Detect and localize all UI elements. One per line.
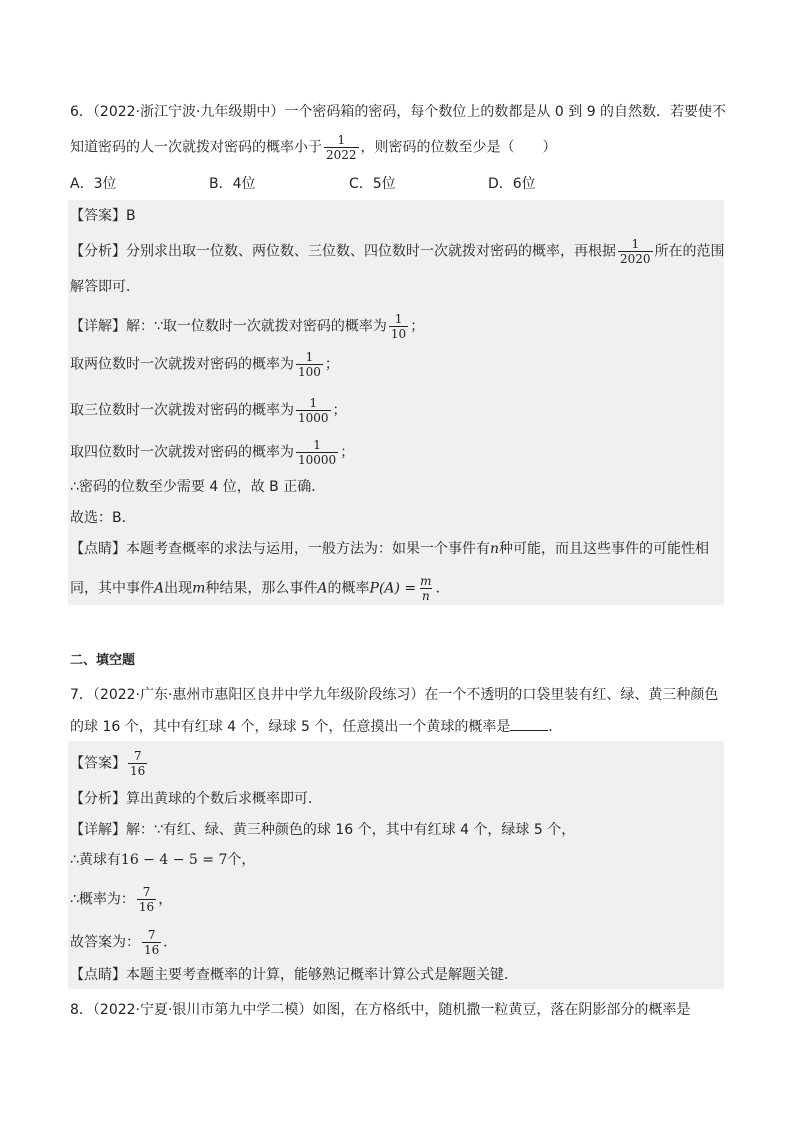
q6-detail1-text-a: 【详解】解：∵取一位数时一次就拨对密码的概率为 xyxy=(70,318,387,335)
q6-comment2-text-d: 的概率 xyxy=(327,580,370,597)
q6-comment-line1 xyxy=(70,539,709,559)
fraction-denominator: 2022 xyxy=(326,148,357,162)
fraction-numerator: m xyxy=(420,574,432,588)
q7-analysis: 【分析】算出黄球的个数后求概率即可． xyxy=(70,791,322,807)
q7-stem-line1: 7．（2022·广东·惠州市惠阳区良井中学九年级阶段练习）在一个不透明的口袋里装有红、绿、黄三种颜色 xyxy=(70,687,719,703)
answer-blank xyxy=(510,716,548,731)
q7-detail4-text-a: 故答案为： xyxy=(70,934,140,951)
q6-conclusion: ∴密码的位数至少需要 4 位，故 B 正确． xyxy=(70,479,326,495)
q6-comment1-var-n: n xyxy=(490,541,500,557)
fraction-denominator: 10 xyxy=(390,327,407,341)
q6-stem-text-a: 知道密码的人一次就拨对密码的概率小于 xyxy=(70,139,322,156)
q7-detail2-expression: 16 − 4 − 5 = 7 xyxy=(120,852,228,868)
q6-detail-line1 xyxy=(70,312,424,341)
q6-detail-line2 xyxy=(70,350,339,379)
q7-stem-text-a: 的球 16 个，其中有红球 4 个，绿球 5 个，任意摸出一个黄球的概率是 xyxy=(70,719,511,735)
q6-detail4-text-a: 取四位数时一次就拨对密码的概率为 xyxy=(70,444,294,461)
q6-comment2-fraction xyxy=(418,574,433,603)
q6-detail4-fraction xyxy=(296,438,338,467)
q7-stem-text-b: ． xyxy=(548,719,563,735)
q7-detail-line1: 【详解】解：∵有红、绿、黄三种颜色的球 16 个，其中有红球 4 个，绿球 5 个， xyxy=(70,822,576,838)
fraction-numerator: 7 xyxy=(133,749,142,763)
q6-options xyxy=(70,174,670,194)
q6-detail-line3 xyxy=(70,396,347,425)
q7-detail2-text-b: 个， xyxy=(227,852,256,868)
q6-comment-line2 xyxy=(70,574,450,603)
q6-stem-text-b: ，则密码的位数至少是（ ） xyxy=(360,139,557,156)
q6-analysis-fraction xyxy=(618,237,653,266)
fraction-denominator: n xyxy=(422,589,430,603)
fraction-numerator: 1 xyxy=(305,350,314,364)
q6-answer: 【答案】B xyxy=(70,208,136,224)
q6-analysis-line1 xyxy=(70,237,725,266)
q7-detail3-fraction xyxy=(137,885,156,914)
q6-comment2-prob-expr: P(A) = xyxy=(369,580,417,597)
q7-detail-line4 xyxy=(70,928,177,957)
fraction-denominator: 10000 xyxy=(298,453,337,467)
q6-option-a: A．3位 xyxy=(70,176,117,192)
q6-option-b: B．4位 xyxy=(209,176,256,192)
q7-stem-line2 xyxy=(70,716,562,737)
fraction-denominator: 16 xyxy=(138,900,155,914)
q6-analysis-text-b: 所在的范围 xyxy=(654,243,725,260)
q6-comment1-text-a: 【点睛】本题考查概率的求法与运用，一般方法为：如果一个事件有 xyxy=(70,541,490,557)
q7-detail3-text-a: ∴概率为： xyxy=(70,891,135,908)
q6-comment2-text-c: 种结果，那么事件 xyxy=(205,580,318,597)
q6-option-d: D．6位 xyxy=(488,176,536,192)
q6-detail2-fraction xyxy=(296,350,323,379)
fraction-denominator: 1000 xyxy=(298,411,329,425)
q7-answer xyxy=(70,749,149,778)
q8-stem-line1: 8．（2022·宁夏·银川市第九中学二模）如图，在方格纸中，随机撒一粒黄豆，落在阴影部分的概率是 xyxy=(70,1002,691,1018)
q6-detail2-text-b: ； xyxy=(324,356,339,373)
q7-detail-line2 xyxy=(70,850,255,870)
fraction-numerator: 7 xyxy=(142,885,151,899)
fraction-numerator: 1 xyxy=(337,133,346,147)
fraction-denominator: 16 xyxy=(144,943,160,957)
q6-analysis-text-a: 【分析】分别求出取一位数、两位数、三位数、四位数时一次就拨对密码的概率，再根据 xyxy=(70,243,616,260)
q7-comment: 【点睛】本题主要考查概率的计算，能够熟记概率计算公式是解题关键． xyxy=(70,967,518,983)
q6-comment2-var-A: A xyxy=(154,580,165,597)
q6-option-c: C．5位 xyxy=(349,176,396,192)
q6-detail3-fraction xyxy=(296,396,331,425)
section-heading: 二、填空题 xyxy=(70,653,136,668)
q6-comment2-text-a: 同，其中事件 xyxy=(70,580,154,597)
q6-comment2-var-A2: A xyxy=(317,580,328,597)
q6-detail1-text-b: ； xyxy=(410,318,425,335)
q6-comment2-text-b: 出现 xyxy=(164,580,193,597)
q6-comment2-text-e: ． xyxy=(435,580,450,597)
q6-detail3-text-a: 取三位数时一次就拨对密码的概率为 xyxy=(70,402,294,419)
q6-analysis-line2: 解答即可． xyxy=(70,279,140,295)
q6-comment2-var-m: m xyxy=(192,580,206,597)
q7-detail-line3 xyxy=(70,885,172,914)
q6-detail1-fraction xyxy=(389,312,408,341)
q7-detail4-text-b: ． xyxy=(163,934,178,951)
fraction-denominator: 100 xyxy=(298,365,321,379)
q6-comment1-text-b: 种可能，而且这些事件的可能性相 xyxy=(499,541,710,557)
q7-detail3-text-b: ， xyxy=(158,891,173,908)
q7-detail2-text-a: ∴黄球有 xyxy=(70,852,121,868)
q6-detail-line4 xyxy=(70,438,354,467)
q6-detail2-text-a: 取两位数时一次就拨对密码的概率为 xyxy=(70,356,294,373)
q7-detail4-fraction xyxy=(142,928,161,957)
fraction-numerator: 1 xyxy=(309,396,318,410)
fraction-denominator: 2020 xyxy=(620,252,651,266)
q6-stem-line1: 6．（2022·浙江宁波·九年级期中）一个密码箱的密码，每个数位上的数都是从 0 到 9 的自然数．若要使不 xyxy=(70,104,727,120)
fraction-numerator: 7 xyxy=(147,928,156,942)
fraction-denominator: 16 xyxy=(130,764,146,778)
fraction-numerator: 1 xyxy=(631,237,640,251)
q6-detail4-text-b: ； xyxy=(340,444,355,461)
fraction-numerator: 1 xyxy=(394,312,403,326)
q6-choose: 故选：B． xyxy=(70,510,136,526)
q7-answer-fraction xyxy=(128,749,147,778)
q6-detail3-text-b: ； xyxy=(332,402,347,419)
q7-answer-label: 【答案】 xyxy=(70,755,126,772)
fraction-numerator: 1 xyxy=(313,438,321,452)
q6-stem-fraction xyxy=(324,133,359,162)
q6-stem-line2 xyxy=(70,133,557,162)
